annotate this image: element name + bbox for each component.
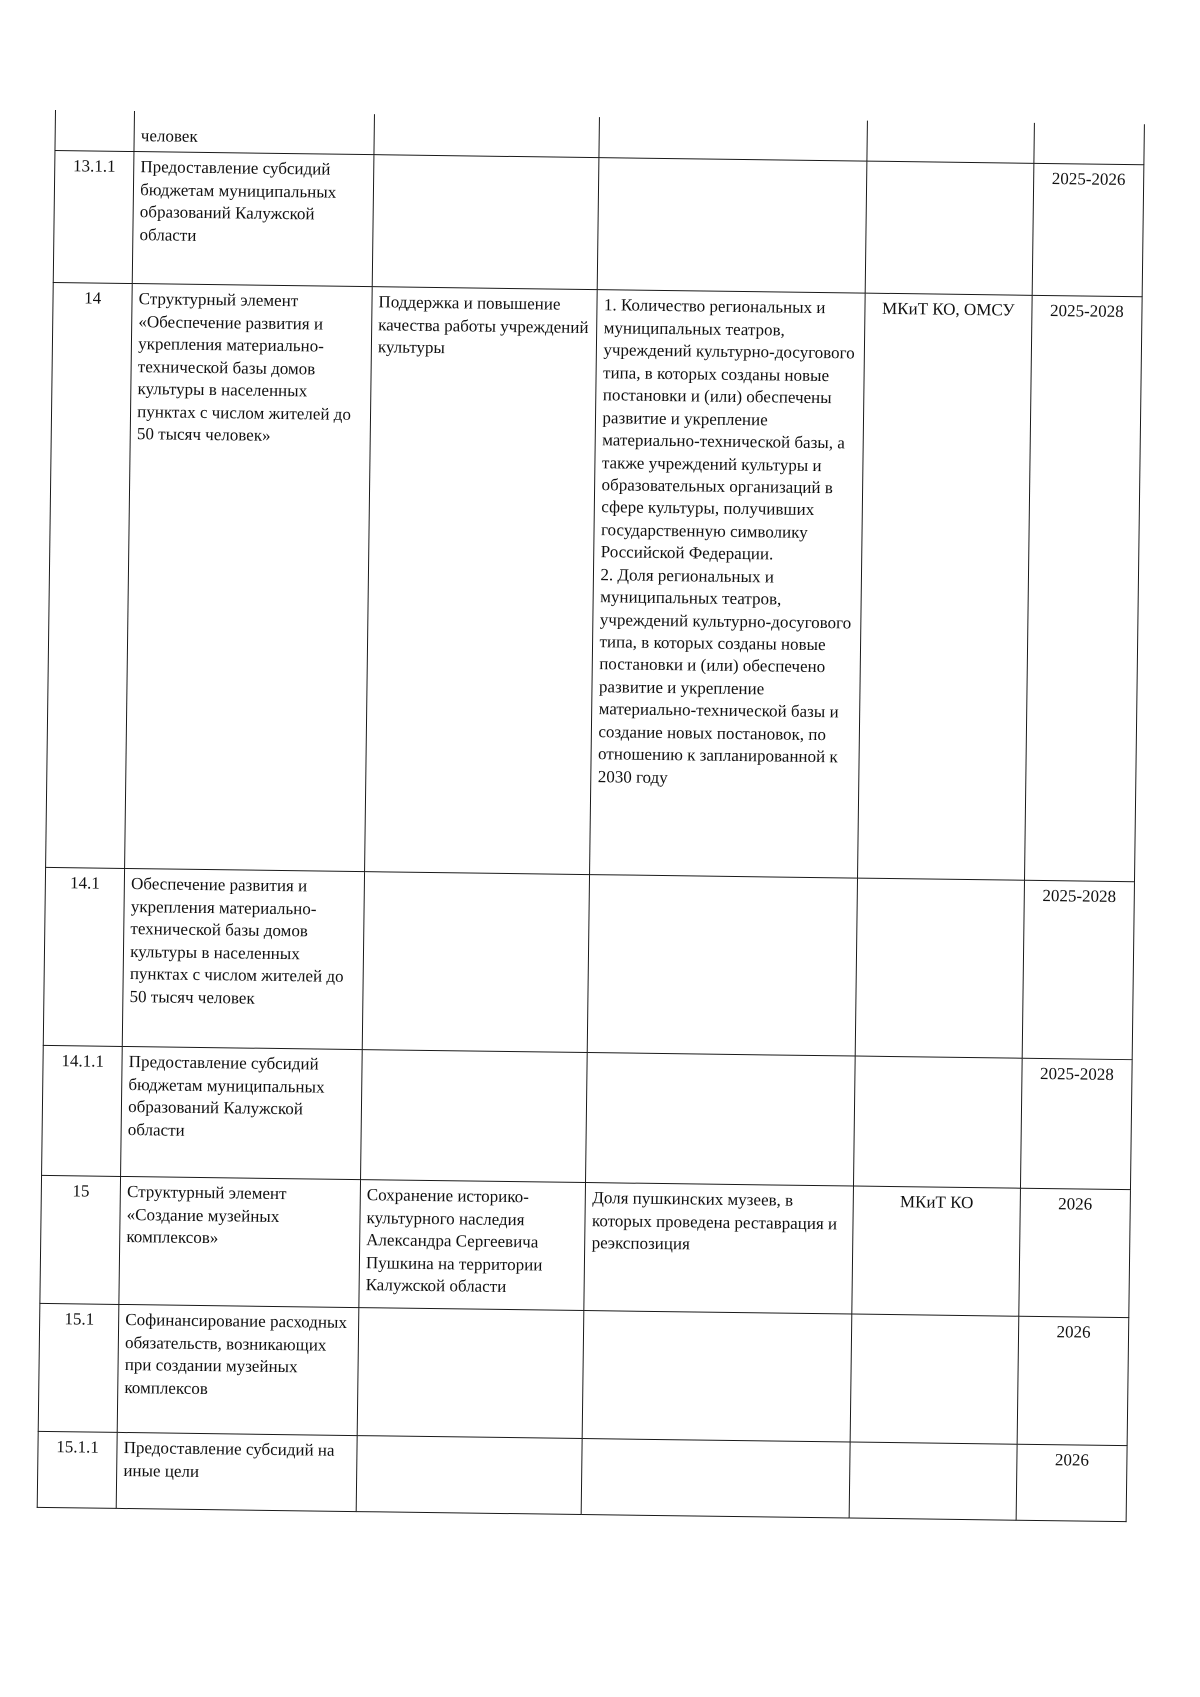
- element-name: Обеспечение развития и укрепления материально-технической базы домов культуры в населенных пунктах с числом жителей до 50 тысяч человек: [122, 869, 364, 1050]
- task-text: [362, 872, 590, 1053]
- executor-text: [849, 1442, 1017, 1520]
- period-text: 2026: [1016, 1445, 1127, 1522]
- indicator-text: [582, 1439, 850, 1518]
- program-table: [37, 110, 1145, 1523]
- executor-text: [850, 1314, 1019, 1444]
- executor-text: [865, 162, 1034, 296]
- indicator-text: [598, 158, 867, 293]
- period-text: 2025-2028: [1022, 881, 1134, 1060]
- task-text: [357, 1308, 584, 1439]
- element-name: Предоставление субсидий на иные цели: [116, 1433, 357, 1512]
- period-text: 2026: [1017, 1317, 1129, 1446]
- indicator-text: [586, 1053, 855, 1186]
- row-number: 15: [40, 1176, 121, 1305]
- element-name: Предоставление субсидий бюджетам муниципальных образований Калужской области: [132, 152, 374, 287]
- executor-text: [855, 879, 1025, 1059]
- indicator-text: [590, 290, 865, 878]
- row-number: 15.1: [38, 1304, 119, 1433]
- element-name: Структурный элемент «Обеспечение развития и укрепления материально-технической базы домов культуры в населенных пунктах с числом жителей до 50 тысяч человек»: [125, 284, 372, 872]
- task-text: [361, 1050, 588, 1183]
- executor-text: МКиТ КО: [852, 1186, 1021, 1316]
- row-number: 14: [46, 283, 133, 869]
- task-text: Сохранение историко-культурного наследия Александра Сергеевича Пушкина на территории Калужской области: [359, 1180, 586, 1311]
- table-row: [42, 1046, 1133, 1190]
- period-text: 2025-2026: [1032, 164, 1144, 297]
- element-name: человек: [134, 111, 374, 155]
- element-name: Софинансирование расходных обязательств, возникающих при создании музейных комплексов: [117, 1305, 358, 1436]
- indicator-text: [583, 1311, 852, 1442]
- indicator-item: 1. Количество региональных и муниципальных театров, учреждений культурно-досугового типа, в которых созданы новые постановки и (или) обеспечены развитие и укрепление материально-технической базы, а также учреждений культуры и образовательных организаций в сфере культуры, получивших государственную символику Российской Федерации.: [600, 295, 855, 564]
- table-row: [46, 283, 1143, 882]
- element-name: Предоставление субсидий бюджетам муниципальных образований Калужской области: [121, 1047, 362, 1180]
- task-text: [356, 1436, 582, 1515]
- task-text: [372, 155, 599, 290]
- table-row: [53, 151, 1144, 297]
- task-text: Поддержка и повышение качества работы учреждений культуры: [365, 287, 598, 875]
- task-text: [374, 114, 600, 158]
- period-text: [1034, 123, 1145, 165]
- period-text: 2025-2028: [1020, 1059, 1132, 1190]
- indicator-text: Доля пушкинских музеев, в которых проведена реставрация и реэкспозиция: [584, 1183, 853, 1314]
- row-number: 14.1: [43, 868, 125, 1047]
- indicator-text: [588, 875, 858, 1056]
- row-number: 15.1.1: [37, 1432, 117, 1509]
- executor-text: [867, 121, 1035, 164]
- row-number: [55, 110, 135, 152]
- executor-text: [853, 1056, 1022, 1188]
- table-row: [37, 1432, 1127, 1522]
- table-row: [43, 868, 1134, 1060]
- executor-text: МКиТ КО, ОМСУ: [857, 294, 1032, 881]
- table-row: [40, 1176, 1131, 1318]
- period-text: 2025-2028: [1024, 296, 1142, 882]
- table-row: [38, 1304, 1129, 1446]
- row-number: 14.1.1: [42, 1046, 123, 1177]
- indicator-text: [599, 117, 867, 161]
- period-text: 2026: [1019, 1189, 1131, 1318]
- element-name: Структурный элемент «Создание музейных комплексов»: [119, 1177, 360, 1308]
- row-number: 13.1.1: [53, 151, 134, 284]
- indicator-item: 2. Доля региональных и муниципальных театров, учреждений культурно-досугового типа, в которых созданы новые постановки и (или) обеспечено развитие и укрепление материально-технической базы и создание новых постановок, по отношению к запланированной к 2030 году: [597, 564, 852, 787]
